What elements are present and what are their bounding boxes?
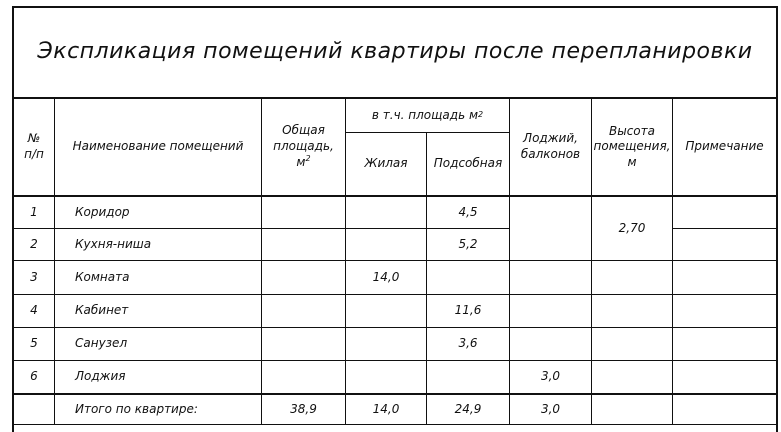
row-3-num: 3	[30, 269, 38, 284]
header-area-group-label: в т.ч. площадь м	[371, 107, 479, 122]
row-5-aux: 3,6	[458, 336, 478, 351]
header-name: Наименование помещений	[72, 139, 244, 154]
total-aux: 24,9	[454, 401, 482, 416]
header-height: Высота помещения, м	[593, 123, 671, 169]
row-5-name: Санузел	[75, 336, 128, 351]
row-3-name: Комната	[75, 269, 130, 284]
row-5-num: 5	[30, 336, 38, 351]
header-total-area-label: Общая площадь,	[273, 123, 334, 153]
row-6-loggia: 3,0	[540, 369, 561, 384]
row-1-name: Коридор	[75, 204, 130, 219]
row-6-num: 6	[30, 369, 38, 384]
page-title: Экспликация помещений квартиры после перепланировки	[37, 39, 753, 65]
row-1-num: 1	[30, 204, 38, 219]
row-line-total	[12, 424, 778, 425]
row-3-living: 14,0	[372, 269, 400, 284]
header-area-group	[346, 99, 509, 132]
row-line-1b	[672, 228, 776, 229]
row-2-name: Кухня-ниша	[75, 236, 152, 251]
row-4-name: Кабинет	[75, 303, 129, 318]
row-4-num: 4	[30, 303, 38, 318]
area-group-superscript: 2	[478, 110, 484, 120]
unit-m: м	[296, 155, 306, 170]
total-living: 14,0	[372, 401, 400, 416]
header-auxiliary: Подсобная	[433, 156, 503, 171]
header-note: Примечание	[685, 139, 764, 154]
total-area: 38,9	[290, 401, 317, 416]
total-loggia: 3,0	[540, 401, 561, 416]
row-4-aux: 11,6	[454, 303, 482, 318]
header-living: Жилая	[364, 156, 408, 171]
row-6-name: Лоджия	[75, 369, 126, 384]
height-value: 2,70	[618, 220, 646, 235]
frame-right	[776, 6, 778, 432]
row-2-aux: 5,2	[458, 236, 478, 251]
unit-superscript: 2	[305, 154, 311, 164]
header-num: № п/п	[24, 131, 44, 161]
total-label: Итого по квартире:	[75, 401, 198, 416]
header-loggias: Лоджий, балконов	[520, 131, 581, 161]
header-total-area-unit	[296, 154, 310, 171]
row-2-num: 2	[30, 236, 38, 251]
header-total-area	[262, 99, 345, 195]
row-1-aux: 4,5	[458, 204, 478, 219]
